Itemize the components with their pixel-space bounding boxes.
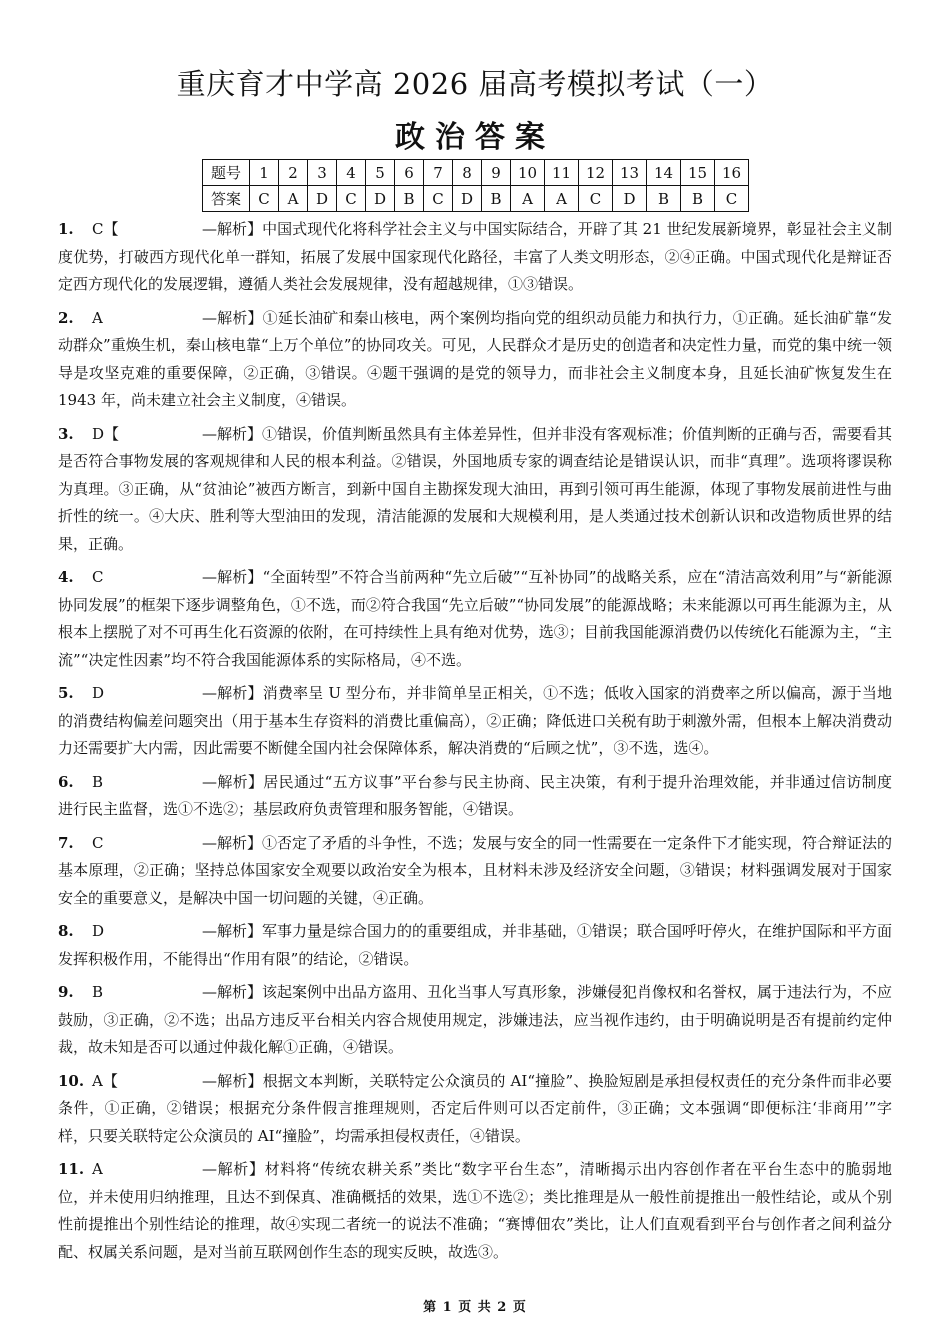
answer-key-answer-cell: B xyxy=(482,186,511,212)
answer-item xyxy=(58,769,892,824)
answer-key-number-cell: 3 xyxy=(308,160,337,186)
question-number: 1. xyxy=(58,220,74,238)
answer-letter: A【 xyxy=(92,1071,118,1090)
answer-letter: A xyxy=(92,1160,103,1178)
answer-letter: C xyxy=(92,833,104,852)
answer-key-number-cell: 5 xyxy=(366,160,395,186)
answer-explanation-text: —解析】①延长油矿和秦山核电，两个案例均指向党的组织动员能力和执行力，①正确。延长油矿靠“发动群众”重焕生机，秦山核电靠“上万个单位”的协同攻关。可见，人民群众才是历史的创造者和决定性力量，而党的集中统一领导是攻坚克难的重要保障，②正确，③错误。④题干强调的是党的领导力，而非社会主义制度本身，且延长油矿恢复发生在 1943 年，尚未建立社会主义制度，④错误。 xyxy=(58,308,892,409)
answer-letter: B xyxy=(92,983,104,1001)
answer-key-number-cell: 10 xyxy=(511,160,545,186)
answer-key-answer-cell: A xyxy=(279,186,308,212)
answer-key-answer-cell: B xyxy=(395,186,424,212)
answer-key-number-cell: 13 xyxy=(613,160,647,186)
answer-explanation-text: —解析】中国式现代化将科学社会主义与中国实际结合，开辟了其 21 世纪发展新境界，彰显社会主义制度优势，打破西方现代化单一群知，拓展了发展中国家现代化路径，丰富了人类文明形态，②④正确。中国式现代化是辩证否定西方现代化的发展逻辑，遵循人类社会发展规律，没有超越规律，①③错误。 xyxy=(58,220,892,293)
answer-key-number-cell: 8 xyxy=(453,160,482,186)
page-title: 重庆育才中学高 2026 届高考模拟考试（一） xyxy=(176,67,774,101)
answer-key-number-row xyxy=(203,160,749,186)
answer-key-answer-cell: C xyxy=(715,186,749,212)
question-number: 4. xyxy=(58,568,74,586)
answer-key-answer-cell: B xyxy=(681,186,715,212)
answer-key-number-cell: 11 xyxy=(545,160,579,186)
question-number: 7. xyxy=(58,833,74,852)
answer-key-answer-row xyxy=(203,186,749,212)
question-number: 2. xyxy=(58,308,74,327)
answer-explanation-text: —解析】该起案例中出品方盗用、丑化当事人写真形象，涉嫌侵犯肖像权和名誉权，属于违法行为，不应鼓励，③正确，②不选；出品方违反平台相关内容合规使用规定，涉嫌违法，应当视作违约，由于明确说明是否有提前约定仲裁，故未知是否可以通过仲裁化解①正确，④错误。 xyxy=(58,983,893,1056)
answer-key-table xyxy=(202,159,749,212)
answer-item xyxy=(58,305,892,415)
page-footer: 第 1 页 共 2 页 xyxy=(423,1300,527,1315)
answer-item xyxy=(58,216,892,299)
question-number: 5. xyxy=(58,684,74,702)
answer-key-answer-cell: C xyxy=(579,186,613,212)
answer-explanation-text: —解析】军事力量是综合国力的的重要组成，并非基础，①错误；联合国呼吁停火，在维护国际和平方面发挥积极作用，不能得出“作用有限”的结论，②错误。 xyxy=(58,922,893,968)
answer-explanation-text: —解析】居民通过“五方议事”平台参与民主协商、民主决策，有利于提升治理效能，并非通过信访制度进行民主监督，选①不选②；基层政府负责管理和服务智能，④错误。 xyxy=(58,772,892,818)
question-number: 6. xyxy=(58,772,74,791)
answer-item xyxy=(58,918,892,973)
answer-key-row-label: 答案 xyxy=(203,186,250,212)
answer-letter: A xyxy=(92,308,103,327)
answer-key-number-cell: 4 xyxy=(337,160,366,186)
answer-letter: B xyxy=(92,772,104,791)
answer-item xyxy=(58,564,892,674)
answer-key-answer-cell: B xyxy=(647,186,681,212)
answer-key-answer-cell: A xyxy=(545,186,579,212)
answer-item xyxy=(58,1156,892,1266)
answer-key-answer-cell: A xyxy=(511,186,545,212)
answer-explanation-text: —解析】材料将“传统农耕关系”类比“数字平台生态”，清晰揭示出内容创作者在平台生态中的脆弱地位，并未使用归纳推理，且达不到保真、准确概括的效果，选①不选②；类比推理是从一般性前提推出一般性结论，或从个别性前提推出个别性结论的推理，故④实现二者统一的说法不准确；“赛博佃农”类比，让人们直观看到平台与创作者之间利益分配、权属关系问题，是对当前互联网创作生态的现实反映，故选③。 xyxy=(58,1160,892,1261)
answer-item xyxy=(58,979,892,1062)
answer-key-number-cell: 2 xyxy=(279,160,308,186)
question-number: 10. xyxy=(58,1071,85,1090)
answer-key-answer-cell: C xyxy=(250,186,279,212)
question-number: 3. xyxy=(58,424,74,443)
page-subtitle: 政治答案 xyxy=(395,120,555,155)
answer-key-answer-cell: D xyxy=(308,186,337,212)
answer-key-number-cell: 6 xyxy=(395,160,424,186)
answer-key-row-label: 题号 xyxy=(203,160,250,186)
question-number: 8. xyxy=(58,922,74,940)
answer-key-number-cell: 14 xyxy=(647,160,681,186)
answer-key-answer-cell: C xyxy=(337,186,366,212)
answer-explanation-text: —解析】①错误，价值判断虽然具有主体差异性，但并非没有客观标准；价值判断的正确与否，需要看其是否符合事物发展的客观规律和人民的根本利益。②错误，外国地质专家的调查结论是错误认识，而非“真理”。选项将谬误称为真理。③正确，从“贫油论”被西方断言，到新中国自主勘探发现大油田，再到引领可再生能源，体现了事物发展前进性与曲折性的统一。④大庆、胜利等大型油田的发现，清洁能源的发展和大规模利用，是人类通过技术创新认识和改造物质世界的结果，正确。 xyxy=(58,424,893,553)
answer-explanation-text: —解析】消费率呈 U 型分布，并非简单呈正相关，①不选；低收入国家的消费率之所以偏高，源于当地的消费结构偏差问题突出（用于基本生存资料的消费比重偏高），②正确；降低进口关税有助于刺激外需，但根本上解决消费动力还需要扩大内需，因此需要不断健全国内社会保障体系，解决消费的“后顾之忧”，③不选，选④。 xyxy=(58,684,892,757)
answer-key-number-cell: 16 xyxy=(715,160,749,186)
answer-letter: C【 xyxy=(92,220,119,238)
answer-explanation-text: —解析】①否定了矛盾的斗争性，不选；发展与安全的同一性需要在一定条件下才能实现，符合辩证法的基本原理，②正确；坚持总体国家安全观要以政治安全为根本，且材料未涉及经济安全问题，③错误；材料强调发展对于国家安全的重要意义，是解决中国一切问题的关键，④正确。 xyxy=(58,833,893,907)
answer-key-answer-cell: D xyxy=(453,186,482,212)
answer-letter: C xyxy=(92,568,104,586)
answer-explanation-text: —解析】根据文本判断，关联特定公众演员的 AI“撞脸”、换脸短剧是承担侵权责任的充分条件而非必要条件，①正确，②错误；根据充分条件假言推理规则，否定后件则可以否定前件，③正确；文本强调“即便标注‘非商用’”字样，只要关联特定公众演员的 AI“撞脸”，均需承担侵权责任，④错误。 xyxy=(58,1071,892,1145)
answer-key-answer-cell: C xyxy=(424,186,453,212)
question-number: 11. xyxy=(58,1160,85,1178)
answer-key-number-cell: 7 xyxy=(424,160,453,186)
answer-item xyxy=(58,1068,892,1151)
answer-item xyxy=(58,680,892,763)
answer-letter: D【 xyxy=(92,424,120,443)
answer-key-number-cell: 15 xyxy=(681,160,715,186)
answer-item xyxy=(58,421,892,559)
answer-explanations xyxy=(58,216,892,1272)
answer-key-number-cell: 12 xyxy=(579,160,613,186)
question-number: 9. xyxy=(58,983,74,1001)
answer-key-number-cell: 9 xyxy=(482,160,511,186)
answer-item xyxy=(58,830,892,913)
answer-key-answer-cell: D xyxy=(366,186,395,212)
answer-key-answer-cell: D xyxy=(613,186,647,212)
answer-key-number-cell: 1 xyxy=(250,160,279,186)
answer-letter: D xyxy=(92,922,105,940)
answer-letter: D xyxy=(92,684,105,702)
answer-explanation-text: —解析】“全面转型”不符合当前两种“先立后破”“互补协同”的战略关系，应在“清洁高效利用”与“新能源协同发展”的框架下逐步调整角色，①不选，而②符合我国“先立后破”“协同发展”的能源战略；未来能源以可再生能源为主，从根本上摆脱了对不可再生化石资源的依附，在可持续性上具有绝对优势，选③；目前我国能源消费仍以传统化石能源为主，“主流”“决定性因素”均不符合我国能源体系的实际格局，④不选。 xyxy=(58,568,892,669)
